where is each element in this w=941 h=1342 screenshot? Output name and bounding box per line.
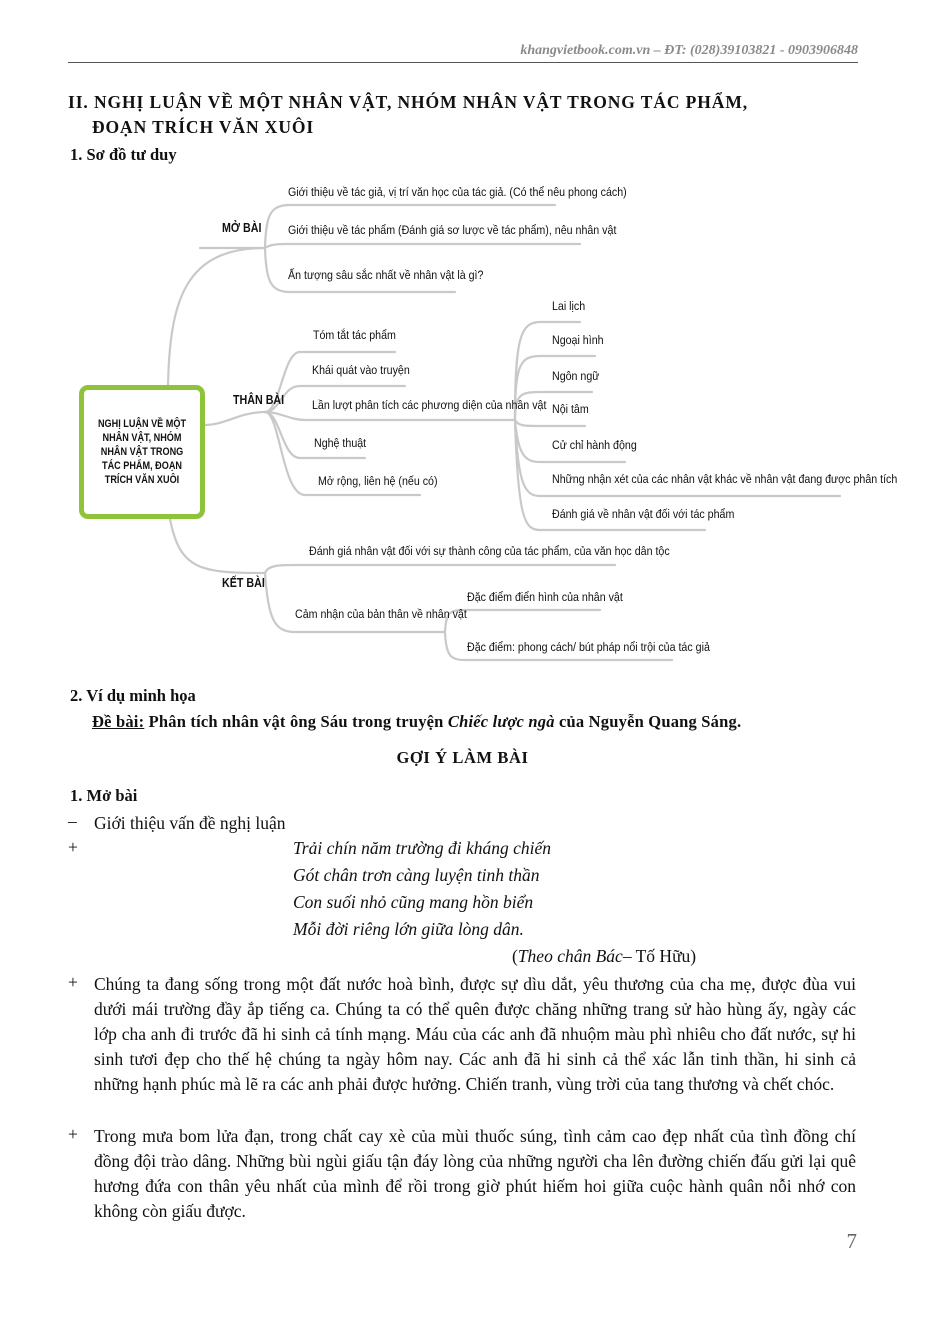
mindmap-ket-bai-subitem: Đặc điểm điển hình của nhân vật xyxy=(467,590,623,604)
de-bai xyxy=(92,712,741,732)
mindmap-than-bai-item: Mở rộng, liên hệ (nếu có) xyxy=(318,474,438,488)
mindmap-than-bai-label: THÂN BÀI xyxy=(233,393,285,407)
poem-source-title: Theo chân Bác xyxy=(517,946,623,966)
mindmap-than-bai-subitem: Cử chỉ hành động xyxy=(552,438,637,452)
central-node-label: NGHỊ LUẬN VỀ MỘT NHÂN VẬT, NHÓM NHÂN VẬT TRONG TÁC PHẨM, ĐOẠN TRÍCH VĂN XUÔI xyxy=(97,418,187,486)
plus-bullet: + xyxy=(68,1124,78,1144)
mindmap-than-bai-item: Lần lượt phân tích các phương diện của nhân vật xyxy=(312,398,547,412)
mindmap-than-bai-subitem: Những nhận xét của các nhân vật khác về nhân vật đang được phân tích xyxy=(552,472,898,486)
mindmap-than-bai-subitem: Nội tâm xyxy=(552,402,589,416)
mindmap-ket-bai-item: Đánh giá nhân vật đối với sự thành công của tác phẩm, của văn học dân tộc xyxy=(309,544,670,558)
mindmap-ket-bai-label: KẾT BÀI xyxy=(222,576,265,590)
dash-bullet: – xyxy=(68,811,77,831)
page-header: khangvietbook.com.vn – ĐT: (028)39103821 - 0903906848 xyxy=(520,43,858,58)
mindmap-than-bai-item: Khái quát vào truyện xyxy=(312,363,410,377)
mindmap-central-node xyxy=(79,385,205,519)
mindmap-mo-bai-label: MỞ BÀI xyxy=(222,221,262,235)
mindmap-than-bai-subitem: Ngôn ngữ xyxy=(552,369,600,383)
mo-bai-intro: Giới thiệu vấn đề nghị luận xyxy=(94,813,286,833)
poem-line: Con suối nhỏ cũng mang hồn biển xyxy=(293,892,534,912)
de-bai-label: Đề bài: xyxy=(92,712,145,731)
plus-bullet: + xyxy=(68,972,78,992)
poem-line: Mỗi đời riêng lớn giữa lòng dân. xyxy=(293,919,524,939)
mindmap-mo-bai-item: Giới thiệu về tác phẩm (Đánh giá sơ lược về tác phẩm), nêu nhân vật xyxy=(288,223,617,237)
mindmap-heading: 1. Sơ đồ tư duy xyxy=(70,145,177,164)
de-bai-title: Chiếc lược ngà xyxy=(447,712,555,731)
de-bai-text2: của Nguyễn Quang Sáng. xyxy=(559,712,742,731)
page-number: 7 xyxy=(846,1229,857,1253)
branch-than-bai xyxy=(205,412,265,425)
mindmap-than-bai-subitem: Ngoại hình xyxy=(552,333,604,347)
mindmap-than-bai-item: Tóm tắt tác phẩm xyxy=(313,328,396,342)
goi-y-heading: GỢI Ý LÀM BÀI xyxy=(396,748,529,767)
mindmap-than-bai-subitem: Lai lịch xyxy=(552,299,586,313)
mindmap-ket-bai-item: Cảm nhận của bản thân về nhân vật xyxy=(295,607,467,621)
example-heading: 2. Ví dụ minh họa xyxy=(70,686,196,705)
mo-bai-heading: 1. Mở bài xyxy=(70,786,138,805)
branch-mo-bai xyxy=(168,248,265,385)
mindmap-mo-bai-item: Ấn tượng sâu sắc nhất về nhân vật là gì? xyxy=(288,268,484,282)
poem-source: (Theo chân Bác– Tố Hữu) xyxy=(512,946,697,966)
mindmap-ket-bai-subitem: Đặc điểm: phong cách/ bút pháp nổi trội của tác giả xyxy=(467,640,710,654)
poem-line: Gót chân trơn càng luyện tinh thần xyxy=(293,865,540,885)
de-bai-text1: Phân tích nhân vật ông Sáu trong truyện xyxy=(148,712,444,731)
plus-bullet: + xyxy=(68,837,78,857)
branch-ket-bai xyxy=(170,519,265,573)
section-title-line1: II. NGHỊ LUẬN VỀ MỘT NHÂN VẬT, NHÓM NHÂN VẬT TRONG TÁC PHẨM, xyxy=(68,92,749,112)
mindmap-than-bai-item: Nghệ thuật xyxy=(314,436,367,450)
poem-line: Trải chín năm trường đi kháng chiến xyxy=(293,838,552,858)
paragraph-2: Trong mưa bom lửa đạn, trong chất cay xè của mùi thuốc súng, tình cảm cao đẹp nhất của tình đồng chí đồng đội trào dâng. Những bùi ngùi giấu tận đáy lòng của những người cha lên đường chiến đấu gửi lại quê hương đứa con thân yêu nhất của mình để rồi trong giờ phút hiếm hoi giữa cuộc hành quân nỗi nhớ con không còn giấu được. xyxy=(94,1126,856,1221)
poem-source-author: – Tố Hữu) xyxy=(622,946,697,966)
section-title-line2: ĐOẠN TRÍCH VĂN XUÔI xyxy=(92,117,315,137)
paragraph-1: Chúng ta đang sống trong một đất nước hoà bình, được sự dìu dắt, yêu thương của cha mẹ, được đùa vui dưới mái trường đầy ắp tiếng ca. Chúng ta có thể quên được chăng những trang sử hào hùng ấy, ngày các lớp cha anh đi trước đã hi sinh cả tính mạng. Máu của các anh đã nhuộm màu phì nhiêu cho đất nước, sự hi sinh tươi đẹp cho thế hệ chúng ta ngày hôm nay. Các anh đã hi sinh cả thể xác lẫn tinh thần, hi sinh cả những hạnh phúc mà lẽ ra các anh phải được hưởng. Chiến tranh, vùng trời của tang thương và chết chóc. xyxy=(94,974,856,1094)
mindmap-than-bai-subitem: Đánh giá về nhân vật đối với tác phẩm xyxy=(552,507,735,521)
mindmap-mo-bai-item: Giới thiệu về tác giả, vị trí văn học của tác giả. (Có thể nêu phong cách) xyxy=(288,185,627,199)
